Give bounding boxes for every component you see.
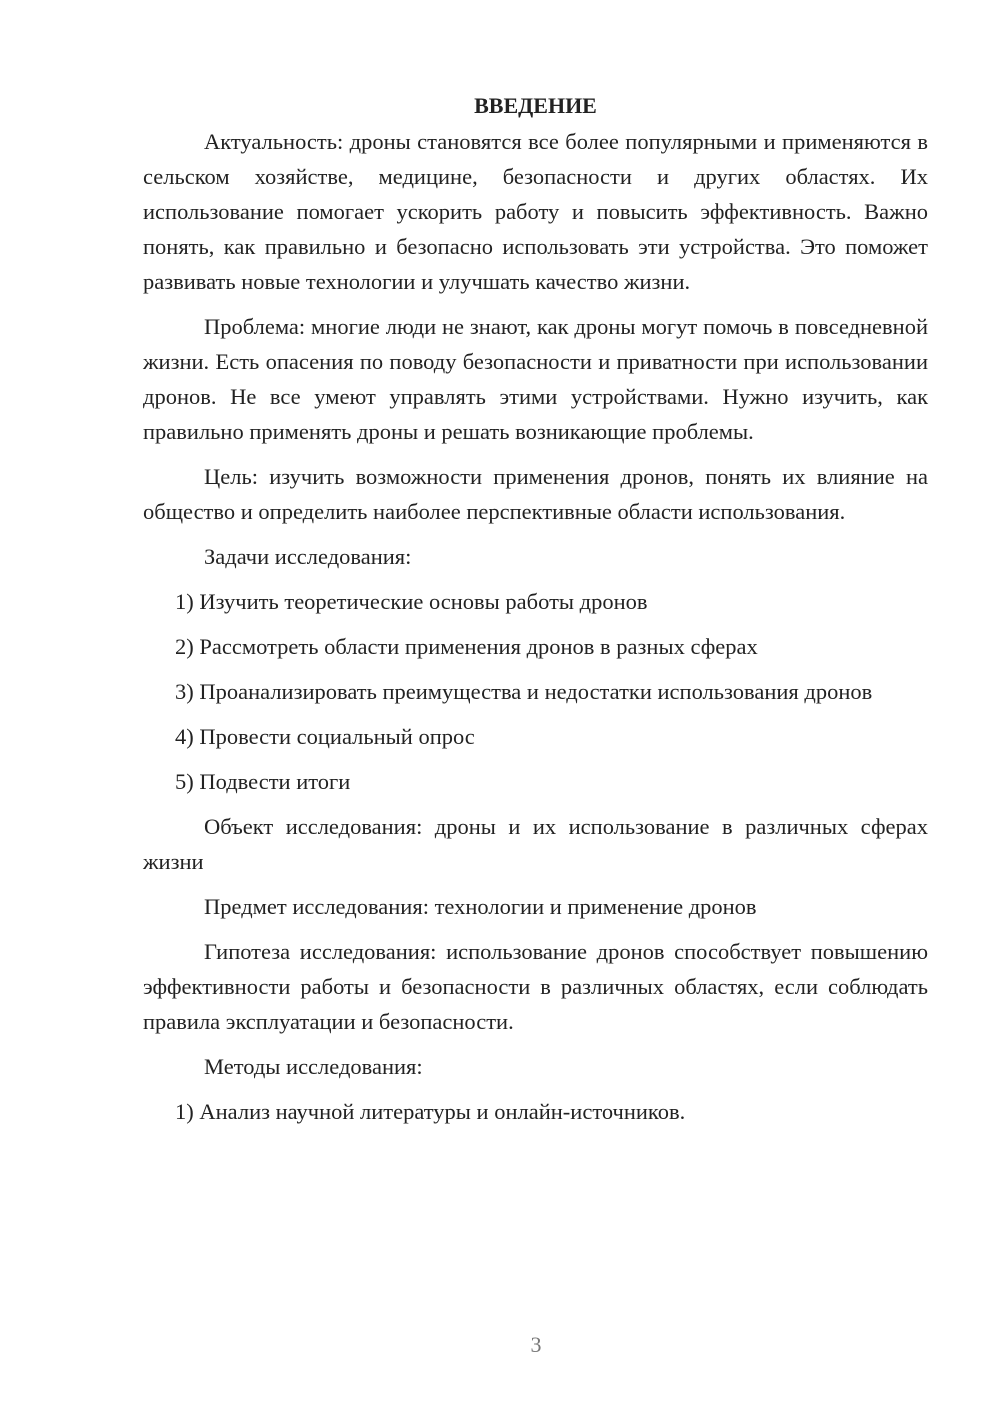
method-item: 1) Анализ научной литературы и онлайн-источников.: [175, 1099, 686, 1124]
task-item: 2) Рассмотреть области применения дронов в разных сферах: [175, 634, 758, 659]
hypothesis-paragraph: Гипотеза исследования: использование дронов способствует повышению эффективности работы и безопасности в различных областях, если соблюдать правила эксплуатации и безопасности.: [143, 939, 928, 1034]
task-item: 4) Провести социальный опрос: [175, 724, 475, 749]
relevance-paragraph: Актуальность: дроны становятся все более популярными и применяются в сельском хозяйстве, медицине, безопасности и других областях. Их использование помогает ускорить работу и повысить эффективность. Важно понять, как правильно и безопасно использовать эти устройства. Это поможет развивать новые технологии и улучшать качество жизни.: [143, 129, 928, 294]
tasks-heading: Задачи исследования:: [204, 544, 412, 569]
goal-paragraph: Цель: изучить возможности применения дронов, понять их влияние на общество и определить наиболее перспективные области использования.: [143, 464, 928, 524]
task-item: 1) Изучить теоретические основы работы дронов: [175, 589, 648, 614]
task-item: 3) Проанализировать преимущества и недостатки использования дронов: [175, 679, 873, 704]
problem-paragraph: Проблема: многие люди не знают, как дроны могут помочь в повседневной жизни. Есть опасения по поводу безопасности и приватности при использовании дронов. Не все умеют управлять этими устройствами. Нужно изучить, как правильно применять дроны и решать возникающие проблемы.: [143, 314, 928, 444]
methods-heading: Методы исследования:: [204, 1054, 423, 1079]
task-item: 5) Подвести итоги: [175, 769, 351, 794]
page-number: 3: [530, 1332, 542, 1357]
object-paragraph: Объект исследования: дроны и их использование в различных сферах жизни: [143, 814, 928, 874]
subject-paragraph: Предмет исследования: технологии и применение дронов: [204, 894, 757, 919]
document-page: [143, 88, 928, 1129]
page-title: ВВЕДЕНИЕ: [474, 93, 597, 118]
